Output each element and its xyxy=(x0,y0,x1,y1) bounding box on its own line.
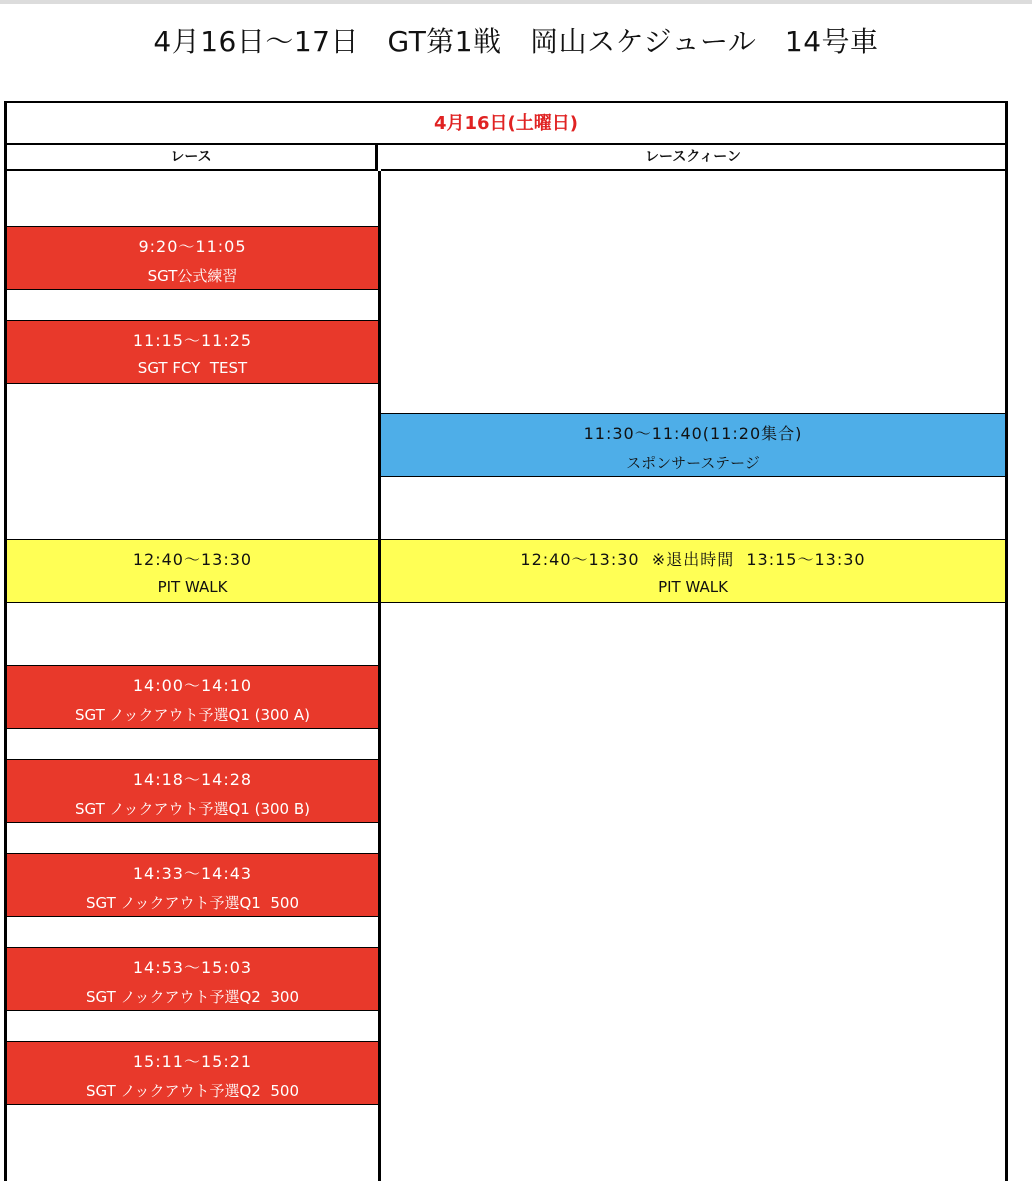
event-name: PIT WALK xyxy=(157,578,228,596)
event-time: 12:40～13:30 ※退出時間 13:15～13:30 xyxy=(520,550,866,569)
event-time: 15:11～15:21 xyxy=(132,1052,253,1071)
event-name: スポンサーステージ xyxy=(626,454,760,472)
schedule-table xyxy=(4,101,1008,1181)
race-event-q1-300a xyxy=(7,665,378,729)
event-name: SGT ノックアウト予選Q2 500 xyxy=(85,1082,299,1100)
event-name: PIT WALK xyxy=(658,578,728,596)
top-border xyxy=(0,0,1032,4)
race-event-pit-walk xyxy=(7,539,378,603)
event-time: 9:20～11:05 xyxy=(138,237,247,256)
event-time: 14:33～14:43 xyxy=(132,864,253,883)
race-event-practice xyxy=(7,226,378,290)
race-event-q1-500 xyxy=(7,853,378,917)
event-time: 12:40～13:30 xyxy=(132,550,253,569)
race-event-fcy-test xyxy=(7,320,378,384)
event-name: SGT ノックアウト予選Q1 500 xyxy=(85,894,299,912)
race-event-q1-300b xyxy=(7,759,378,823)
race-column-header: レース xyxy=(7,145,378,171)
date-header: 4月16日(土曜日) xyxy=(7,103,1005,145)
race-queen-column-header: レースクィーン xyxy=(381,145,1005,171)
event-time: 14:53～15:03 xyxy=(132,958,253,977)
queen-event-sponsor-stage xyxy=(381,413,1005,477)
event-name: SGT ノックアウト予選Q2 300 xyxy=(85,988,299,1006)
event-name: SGT公式練習 xyxy=(147,267,238,285)
document-title: 4月16日～17日 GT第1戦 岡山スケジュール 14号車 xyxy=(153,25,879,58)
event-name: SGT ノックアウト予選Q1 (300 B) xyxy=(74,800,310,818)
event-time: 14:00～14:10 xyxy=(132,676,253,695)
event-time: 11:30～11:40(11:20集合) xyxy=(583,424,803,443)
race-event-q2-500 xyxy=(7,1041,378,1105)
event-name: SGT FCY TEST xyxy=(137,359,248,377)
event-time: 11:15～11:25 xyxy=(132,331,253,350)
queen-event-pit-walk xyxy=(381,539,1005,603)
event-time: 14:18～14:28 xyxy=(132,770,253,789)
event-name: SGT ノックアウト予選Q1 (300 A) xyxy=(75,706,310,724)
race-event-q2-300 xyxy=(7,947,378,1011)
column-divider xyxy=(378,171,381,1181)
